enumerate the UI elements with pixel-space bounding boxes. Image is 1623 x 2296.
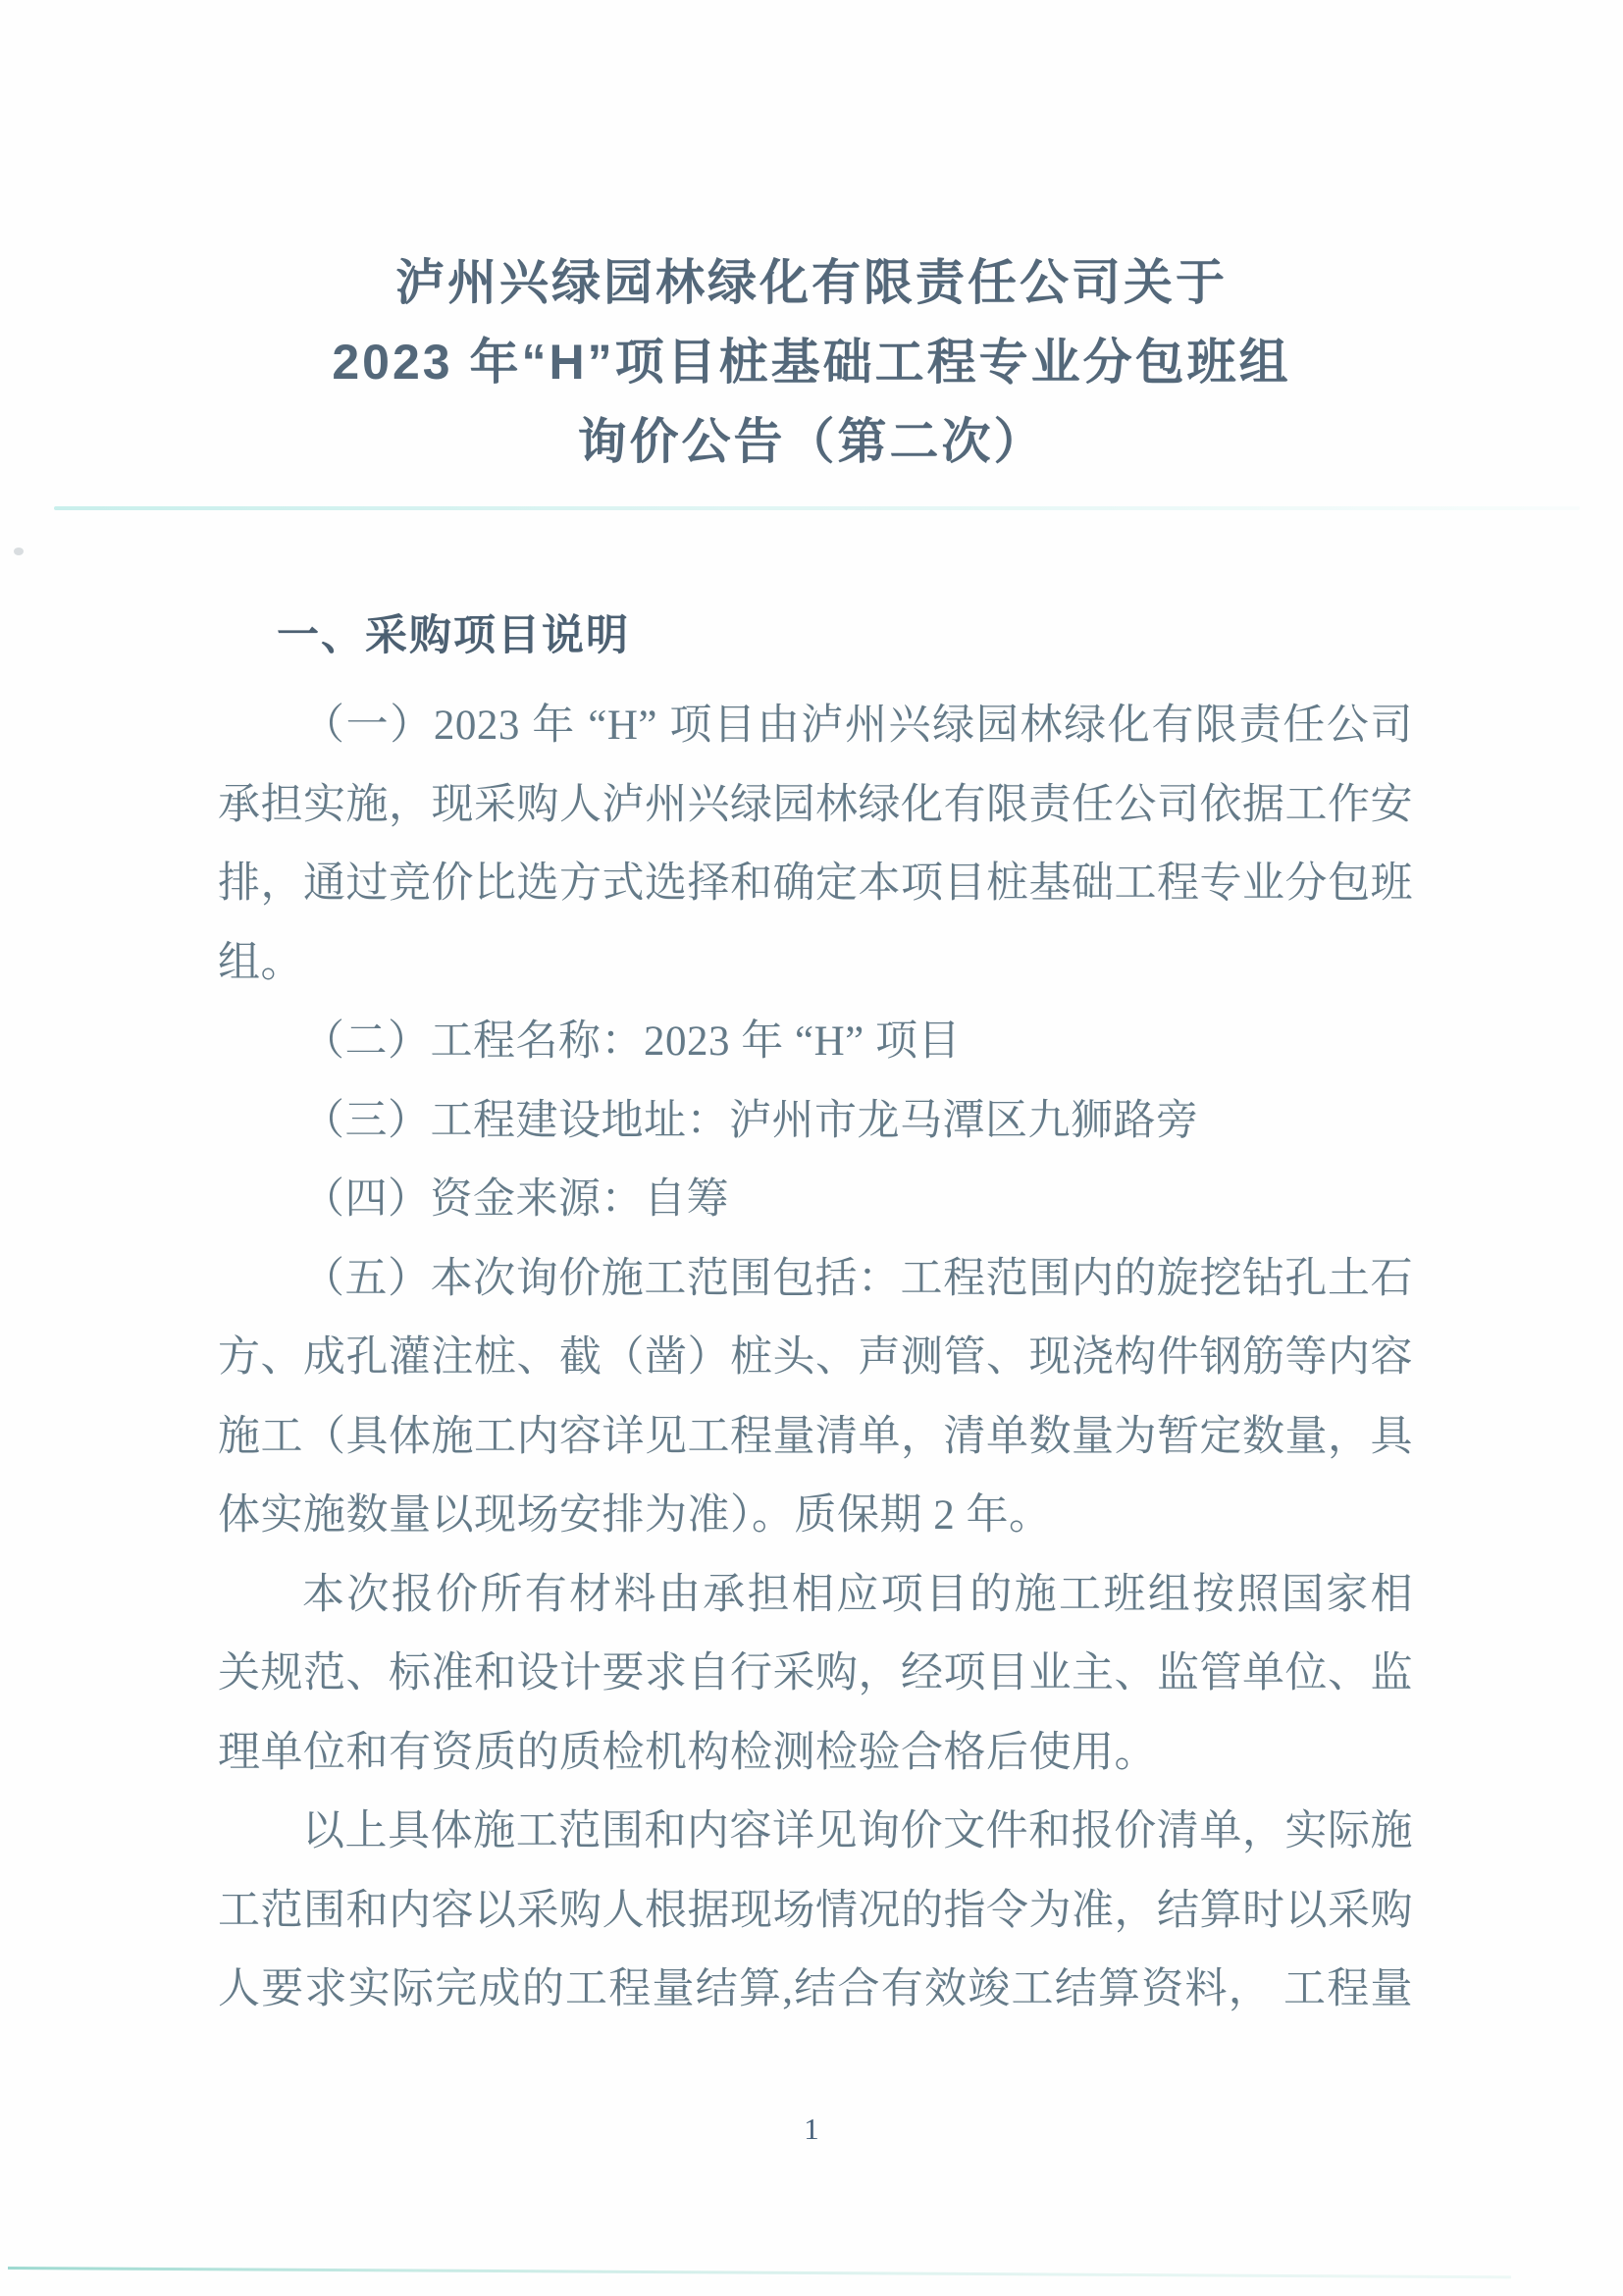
- body-line: （三）工程建设地址：泸州市龙马潭区九狮路旁: [302, 1097, 1199, 1144]
- body-line: 排，通过竞价比选方式选择和确定本项目桩基础工程专业分包班: [218, 861, 1413, 907]
- document-title: [0, 243, 1623, 482]
- body-line: 本次报价所有材料由承担相应项目的施工班组按照国家相: [302, 1571, 1413, 1618]
- body-line: （四）资金来源：自筹: [302, 1176, 729, 1223]
- title-line: 泸州兴绿园林绿化有限责任公司关于: [395, 255, 1228, 310]
- scan-dot-artifact: [14, 548, 24, 555]
- body-line: 施工（具体施工内容详见工程量清单，清单数量为暂定数量，具: [218, 1413, 1413, 1460]
- title-line: 2023 年“H”项目桩基础工程专业分包班组: [332, 335, 1291, 390]
- body-text: [218, 687, 1413, 2030]
- body-line: 以上具体施工范围和内容详见询价文件和报价清单，实际施: [302, 1808, 1413, 1854]
- body-line: 人要求实际完成的工程量结算,结合有效竣工结算资料， 工程量: [218, 1966, 1413, 2012]
- scan-rule-under-title: [54, 506, 1580, 510]
- body-line: （二）工程名称：2023 年 “H” 项目: [302, 1018, 961, 1065]
- body-line: 体实施数量以现场安排为准）。质保期 2 年。: [218, 1492, 1052, 1539]
- body-line: 方、成孔灌注桩、截（凿）桩头、声测管、现浇构件钢筋等内容: [218, 1334, 1413, 1381]
- body-line: （五）本次询价施工范围包括：工程范围内的旋挖钻孔土石: [302, 1255, 1413, 1302]
- title-line: 询价公告（第二次）: [577, 414, 1046, 469]
- body-line: 组。: [218, 939, 303, 986]
- body-line: 承担实施，现采购人泸州兴绿园林绿化有限责任公司依据工作安: [218, 781, 1413, 828]
- body-line: 关规范、标准和设计要求自行采购，经项目业主、监管单位、监: [218, 1650, 1413, 1696]
- page-number: 1: [804, 2112, 819, 2146]
- body-line: （一）2023 年 “H” 项目由泸州兴绿园林绿化有限责任公司: [302, 703, 1413, 749]
- section-heading: 一、采购项目说明: [277, 612, 630, 659]
- scan-artifact-bottom-line: [8, 2267, 1511, 2278]
- body-line: 工范围和内容以采购人根据现场情况的指令为准，结算时以采购: [218, 1887, 1413, 1934]
- body-line: 理单位和有资质的质检机构检测检验合格后使用。: [218, 1729, 1157, 1776]
